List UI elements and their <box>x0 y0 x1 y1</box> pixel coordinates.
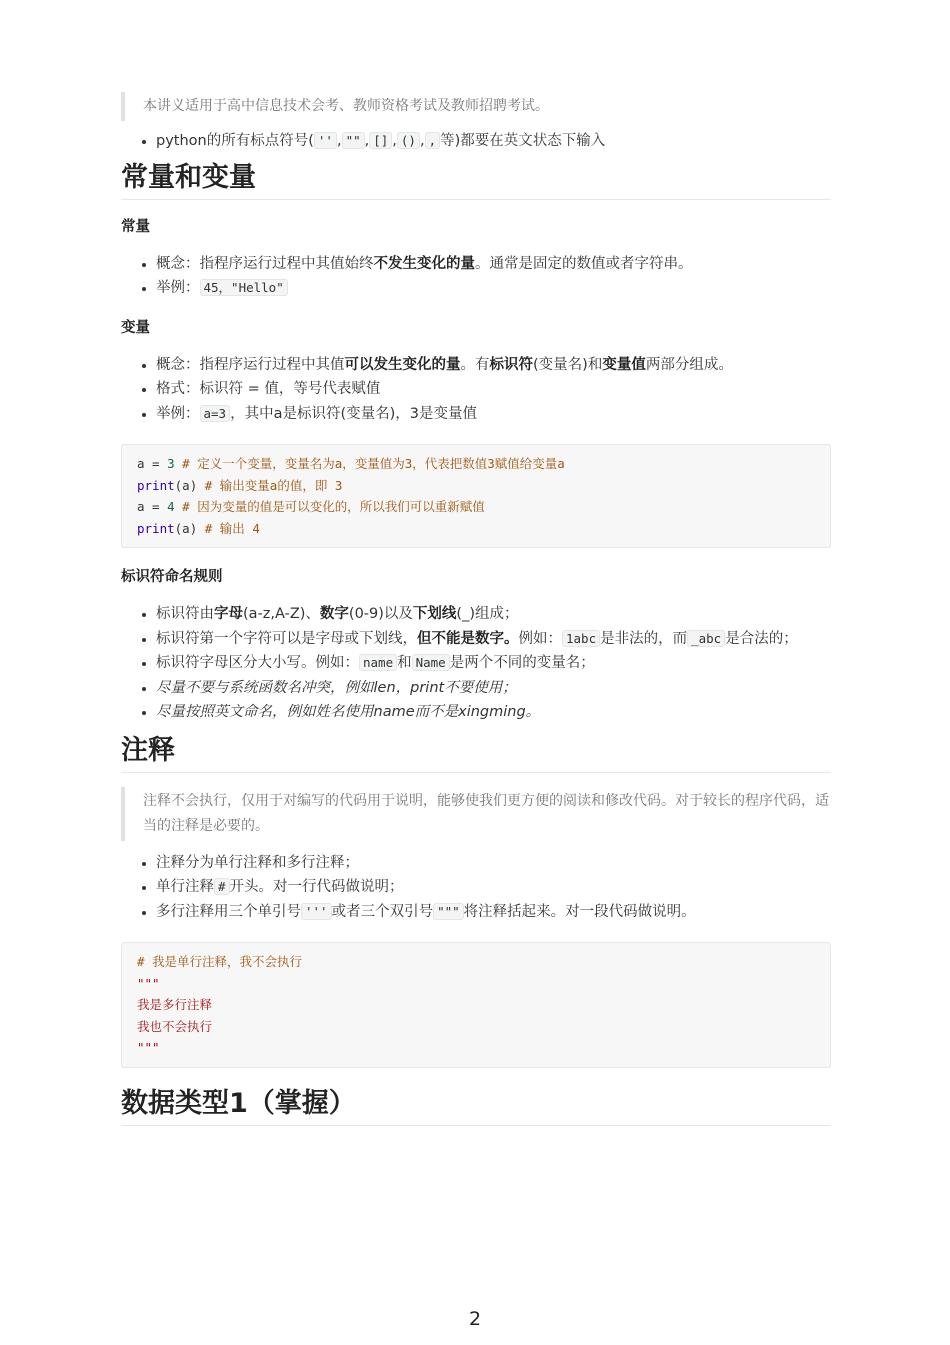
text: ，其中a是标识符(变量名)，3是变量值 <box>230 405 478 422</box>
code-token: (a) <box>174 477 205 493</box>
code-inline: () <box>397 132 420 149</box>
code-comment: # 因为变量的值是可以变化的，所以我们可以重新赋值 <box>182 499 485 514</box>
comments-quote-text: 注释不会执行，仅用于对编写的代码用于说明，能够使我们更方便的阅读和修改代码。对于较长的程序代码，适当的注释是必要的。 <box>143 792 829 834</box>
list-item <box>156 676 831 701</box>
heading-constant: 常量 <box>121 218 150 235</box>
code-keyword: print <box>137 477 175 493</box>
intro-quote <box>121 92 831 121</box>
page-content <box>121 92 831 1126</box>
code-line: """ <box>137 1040 160 1055</box>
code-token: (a) <box>174 520 205 536</box>
code-block-comments <box>121 942 831 1068</box>
text: 多行注释用三个单引号 <box>156 903 301 920</box>
naming-list <box>121 602 831 725</box>
code-keyword: print <box>137 520 175 536</box>
text: 等)都要在英文状态下输入 <box>440 133 606 149</box>
code-inline: '' <box>314 132 337 149</box>
code-inline: name <box>359 654 397 671</box>
list-item <box>156 900 831 925</box>
text: 注释分为单行注释和多行注释； <box>156 854 359 871</box>
code-line <box>137 518 815 540</box>
text: 。有 <box>460 356 490 373</box>
text: 和 <box>397 655 412 671</box>
list-item <box>156 851 831 876</box>
code-inline: , <box>425 132 441 149</box>
list-item <box>156 602 831 627</box>
code-inline: ''' <box>301 903 332 920</box>
code-line: # 我是单行注释，我不会执行 <box>137 954 303 969</box>
code-comment: # 输出变量a的值，即 3 <box>204 477 343 493</box>
text: (_)组成； <box>456 606 519 622</box>
intro-quote-text: 本讲义适用于高中信息技术会考、教师资格考试及教师招聘考试。 <box>143 98 549 114</box>
text: 。通常是固定的数值或者字符串。 <box>475 255 693 272</box>
variable-list <box>121 353 831 427</box>
text: 标识符字母区分大小写。例如： <box>156 655 359 671</box>
code-inline: _abc <box>687 630 725 647</box>
code-line: 我也不会执行 <box>137 1018 213 1034</box>
text: python的所有标点符号( <box>156 133 314 149</box>
code-block-variables <box>121 444 831 548</box>
list-item <box>156 651 831 676</box>
section-title-comments: 注释 <box>121 731 831 773</box>
code-line <box>137 496 815 518</box>
page-number: 2 <box>468 1308 482 1330</box>
bold-text: 字母 <box>214 606 243 622</box>
code-number: 4 <box>167 499 175 514</box>
list-item: • python的所有标点符号( '' , "" , [] , () , , 等)都要在英文状态下输入 <box>156 129 831 154</box>
comments-list <box>121 851 831 925</box>
list-item <box>156 353 831 378</box>
section-title-data-types: 数据类型1（掌握） <box>121 1084 831 1126</box>
text: 两部分组成。 <box>645 356 733 373</box>
section-title-constants-variables: 常量和变量 <box>121 158 831 200</box>
list-item <box>156 276 831 301</box>
text: 单行注释 <box>156 879 214 895</box>
code-line: 我是多行注释 <box>137 997 213 1012</box>
bold-text: 可以发生变化的量 <box>344 356 461 373</box>
text: (0-9)以及 <box>348 606 413 622</box>
text: 将注释括起来。对一段代码做说明。 <box>463 903 696 920</box>
text: 是非法的，而 <box>600 630 688 647</box>
intro-list <box>121 129 831 154</box>
bold-text: 不发生变化的量 <box>373 255 475 272</box>
italic-text: 尽量不要与系统函数名冲突，例如len，print不要使用； <box>156 679 517 696</box>
list-item <box>156 402 831 427</box>
code-comment: # 定义一个变量，变量名为a，变量值为3，代表把数值3赋值给变量a <box>182 456 565 471</box>
code-inline: # <box>214 878 230 895</box>
list-item <box>156 875 831 900</box>
text: 举例： <box>156 405 200 422</box>
text: 或者三个双引号 <box>331 903 434 920</box>
text: 是两个不同的变量名； <box>449 655 595 671</box>
text: 例如： <box>518 630 562 647</box>
list-item <box>156 377 831 402</box>
bold-text: 下划线 <box>412 606 457 622</box>
heading-naming-rules: 标识符命名规则 <box>121 569 223 585</box>
text: 格式：标识符 = 值，等号代表赋值 <box>156 381 381 397</box>
code-inline: a=3 <box>200 405 231 422</box>
text: 标识符由 <box>156 606 214 622</box>
list-item <box>156 700 831 725</box>
list-item <box>156 627 831 652</box>
bold-text: 但不能是数字。 <box>417 630 519 647</box>
text: 标识符第一个字符可以是字母或下划线， <box>156 630 417 647</box>
bold-text: 数字 <box>319 606 349 622</box>
heading-variable: 变量 <box>121 319 150 336</box>
code-inline: Name <box>412 654 450 671</box>
bold-text: 变量值 <box>602 356 646 373</box>
code-token: a = <box>137 499 168 514</box>
code-inline: [] <box>369 132 392 149</box>
code-comment: # 输出 4 <box>204 520 260 536</box>
code-line <box>137 453 815 475</box>
code-line <box>137 475 815 497</box>
code-inline: 1abc <box>562 630 600 647</box>
comments-quote <box>121 787 831 841</box>
list-item <box>156 252 831 277</box>
code-inline: """ <box>433 903 464 920</box>
text: 是合法的； <box>725 630 798 647</box>
code-inline: 45，"Hello" <box>200 279 288 296</box>
text: 举例： <box>156 280 200 296</box>
text: (a-z,A-Z)、 <box>243 606 320 622</box>
code-token: a = <box>137 456 168 471</box>
bold-text: 标识符 <box>489 356 533 373</box>
text: 概念：指程序运行过程中其值始终 <box>156 255 374 272</box>
code-number: 3 <box>167 456 175 471</box>
italic-text: 尽量按照英文命名，例如姓名使用name而不是xingming。 <box>156 704 541 720</box>
text: (变量名)和 <box>533 356 603 373</box>
text: 概念：指程序运行过程中其值 <box>156 356 345 373</box>
code-inline: "" <box>342 132 365 149</box>
code-line: """ <box>137 975 160 991</box>
text: 开头。对一行代码做说明； <box>229 879 404 895</box>
constant-list <box>121 252 831 301</box>
